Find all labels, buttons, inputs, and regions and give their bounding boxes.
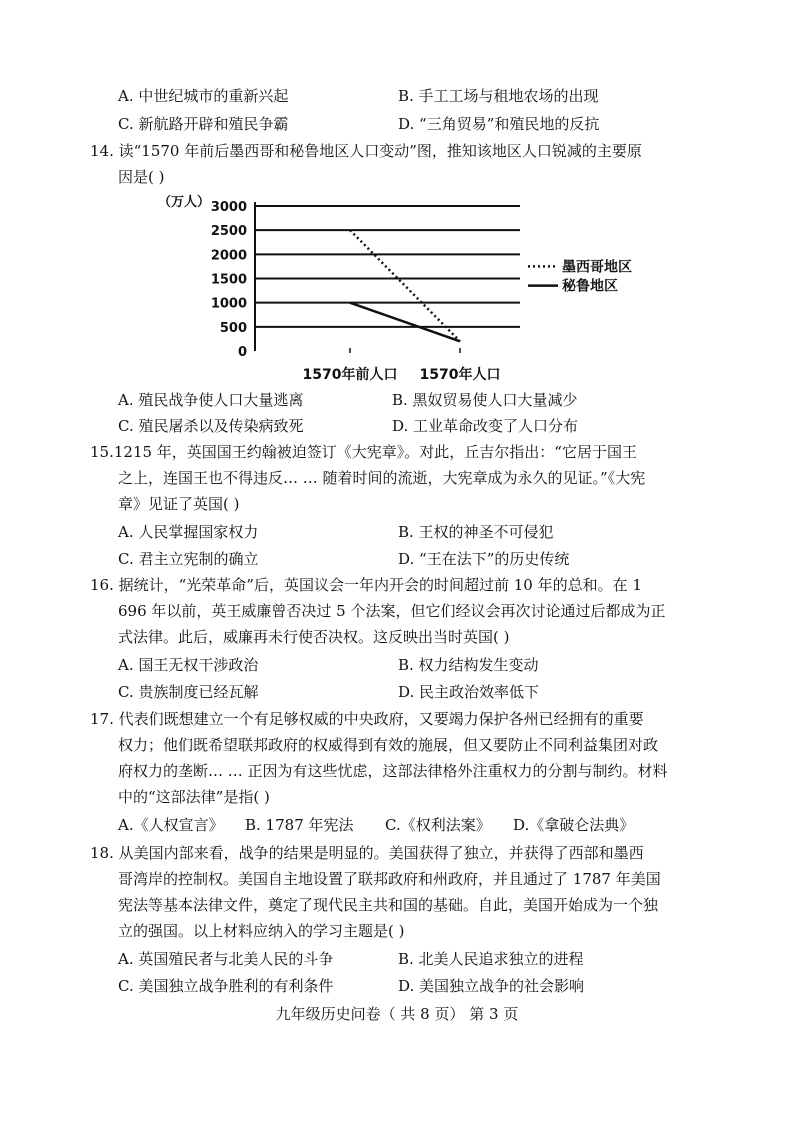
q15-stem-line2: 之上，连国王也不得违反… … 随着时间的流逝，大宪章成为永久的见证。”《大宪 (118, 469, 646, 487)
series-line (350, 303, 460, 342)
y-tick-label: 2000 (210, 248, 247, 264)
q13-option-c: C. 新航路开辟和殖民争霸 (118, 115, 289, 133)
y-tick-label: 2500 (210, 224, 247, 240)
page-footer: 九年级历史问卷（ 共 8 页） 第 3 页 (275, 1005, 519, 1023)
q15-option-d: D. “王在法下”的历史传统 (398, 550, 570, 568)
q15-option-a: A. 人民掌握国家权力 (118, 523, 259, 541)
q13-option-d: D. “三角贸易”和殖民地的反抗 (398, 115, 600, 133)
q16-option-b: B. 权力结构发生变动 (398, 656, 539, 674)
q18-option-d: D. 美国独立战争的社会影响 (398, 977, 585, 995)
q14-stem-line2: 因是( ) (118, 168, 165, 186)
q17-stem-line4: 中的“这部法律”是指( ) (118, 788, 270, 806)
q15-option-b: B. 王权的神圣不可侵犯 (398, 523, 554, 541)
chart-ylabel: （万人） (158, 195, 211, 210)
y-tick-label: 3000 (210, 200, 247, 215)
q16-stem-line3: 式法律。此后，威廉再未行使否决权。这反映出当时英国( ) (118, 628, 510, 646)
series-line (350, 230, 460, 341)
q18-option-c: C. 美国独立战争胜利的有利条件 (118, 977, 334, 995)
q13-option-b: B. 手工工场与租地农场的出现 (398, 87, 599, 105)
x-tick-label: 1570年前人口 (302, 367, 398, 383)
q18-stem-line1: 18. 从美国内部来看，战争的结果是明显的。美国获得了独立，并获得了西部和墨西 (90, 844, 644, 862)
q16-stem-line1: 16. 据统计，“光荣革命”后，英国议会一年内开会的时间超过前 10 年的总和。在 1 (90, 576, 642, 594)
q17-option-c: C.《权利法案》 (385, 816, 491, 834)
population-chart-svg (150, 186, 650, 386)
q14-option-d: D. 工业革命改变了人口分布 (392, 417, 579, 435)
y-tick-label: 1000 (210, 296, 247, 312)
q17-stem-line3: 府权力的垄断… … 正因为有这些忧虑，这部法律格外注重权力的分割与制约。材料 (118, 762, 668, 780)
q14-option-c: C. 殖民屠杀以及传染病致死 (118, 417, 304, 435)
q16-stem-line2: 696 年以前，英王威廉曾否决过 5 个法案，但它们经议会再次讨论通过后都成为正 (118, 602, 666, 620)
q18-stem-line3: 宪法等基本法律文件，奠定了现代民主共和国的基础。自此，美国开始成为一个独 (118, 896, 659, 914)
y-tick-label: 1500 (210, 272, 247, 288)
q17-stem-line2: 权力；他们既希望联邦政府的权威得到有效的施展，但又要防止不同利益集团对政 (118, 736, 659, 754)
q17-option-d: D.《拿破仑法典》 (513, 816, 635, 834)
population-chart (150, 186, 650, 386)
x-tick-label: 1570年人口 (419, 367, 501, 383)
q16-option-d: D. 民主政治效率低下 (398, 683, 540, 701)
legend-label: 墨西哥地区 (562, 259, 632, 276)
q17-stem-line1: 17. 代表们既想建立一个有足够权威的中央政府，又要竭力保护各州已经拥有的重要 (90, 710, 644, 728)
y-tick-label: 500 (219, 320, 247, 336)
q17-option-a: A.《人权宣言》 (118, 816, 224, 834)
legend-label: 秘鲁地区 (562, 278, 618, 295)
q14-stem-line1: 14. 读“1570 年前后墨西哥和秘鲁地区人口变动”图，推知该地区人口锐减的主要原 (90, 142, 642, 160)
q18-stem-line2: 哥湾岸的控制权。美国自主地设置了联邦政府和州政府，并且通过了 1787 年美国 (118, 870, 661, 888)
q18-option-a: A. 英国殖民者与北美人民的斗争 (118, 950, 334, 968)
q17-option-b: B. 1787 年宪法 (245, 816, 354, 834)
q16-option-c: C. 贵族制度已经瓦解 (118, 683, 259, 701)
y-tick-label: 0 (237, 345, 247, 360)
q13-option-a: A. 中世纪城市的重新兴起 (118, 87, 289, 105)
q14-option-a: A. 殖民战争使人口大量逃离 (118, 391, 304, 409)
q14-option-b: B. 黑奴贸易使人口大量减少 (392, 391, 578, 409)
q15-option-c: C. 君主立宪制的确立 (118, 550, 259, 568)
q15-stem-line3: 章》见证了英国( ) (118, 495, 240, 513)
q18-option-b: B. 北美人民追求独立的进程 (398, 950, 584, 968)
q15-stem-line1: 15.1215 年，英国国王约翰被迫签订《大宪章》。对此，丘吉尔指出：“它居于国王 (90, 443, 637, 461)
q18-stem-line4: 立的强国。以上材料应纳入的学习主题是( ) (118, 922, 405, 940)
q16-option-a: A. 国王无权干涉政治 (118, 656, 259, 674)
